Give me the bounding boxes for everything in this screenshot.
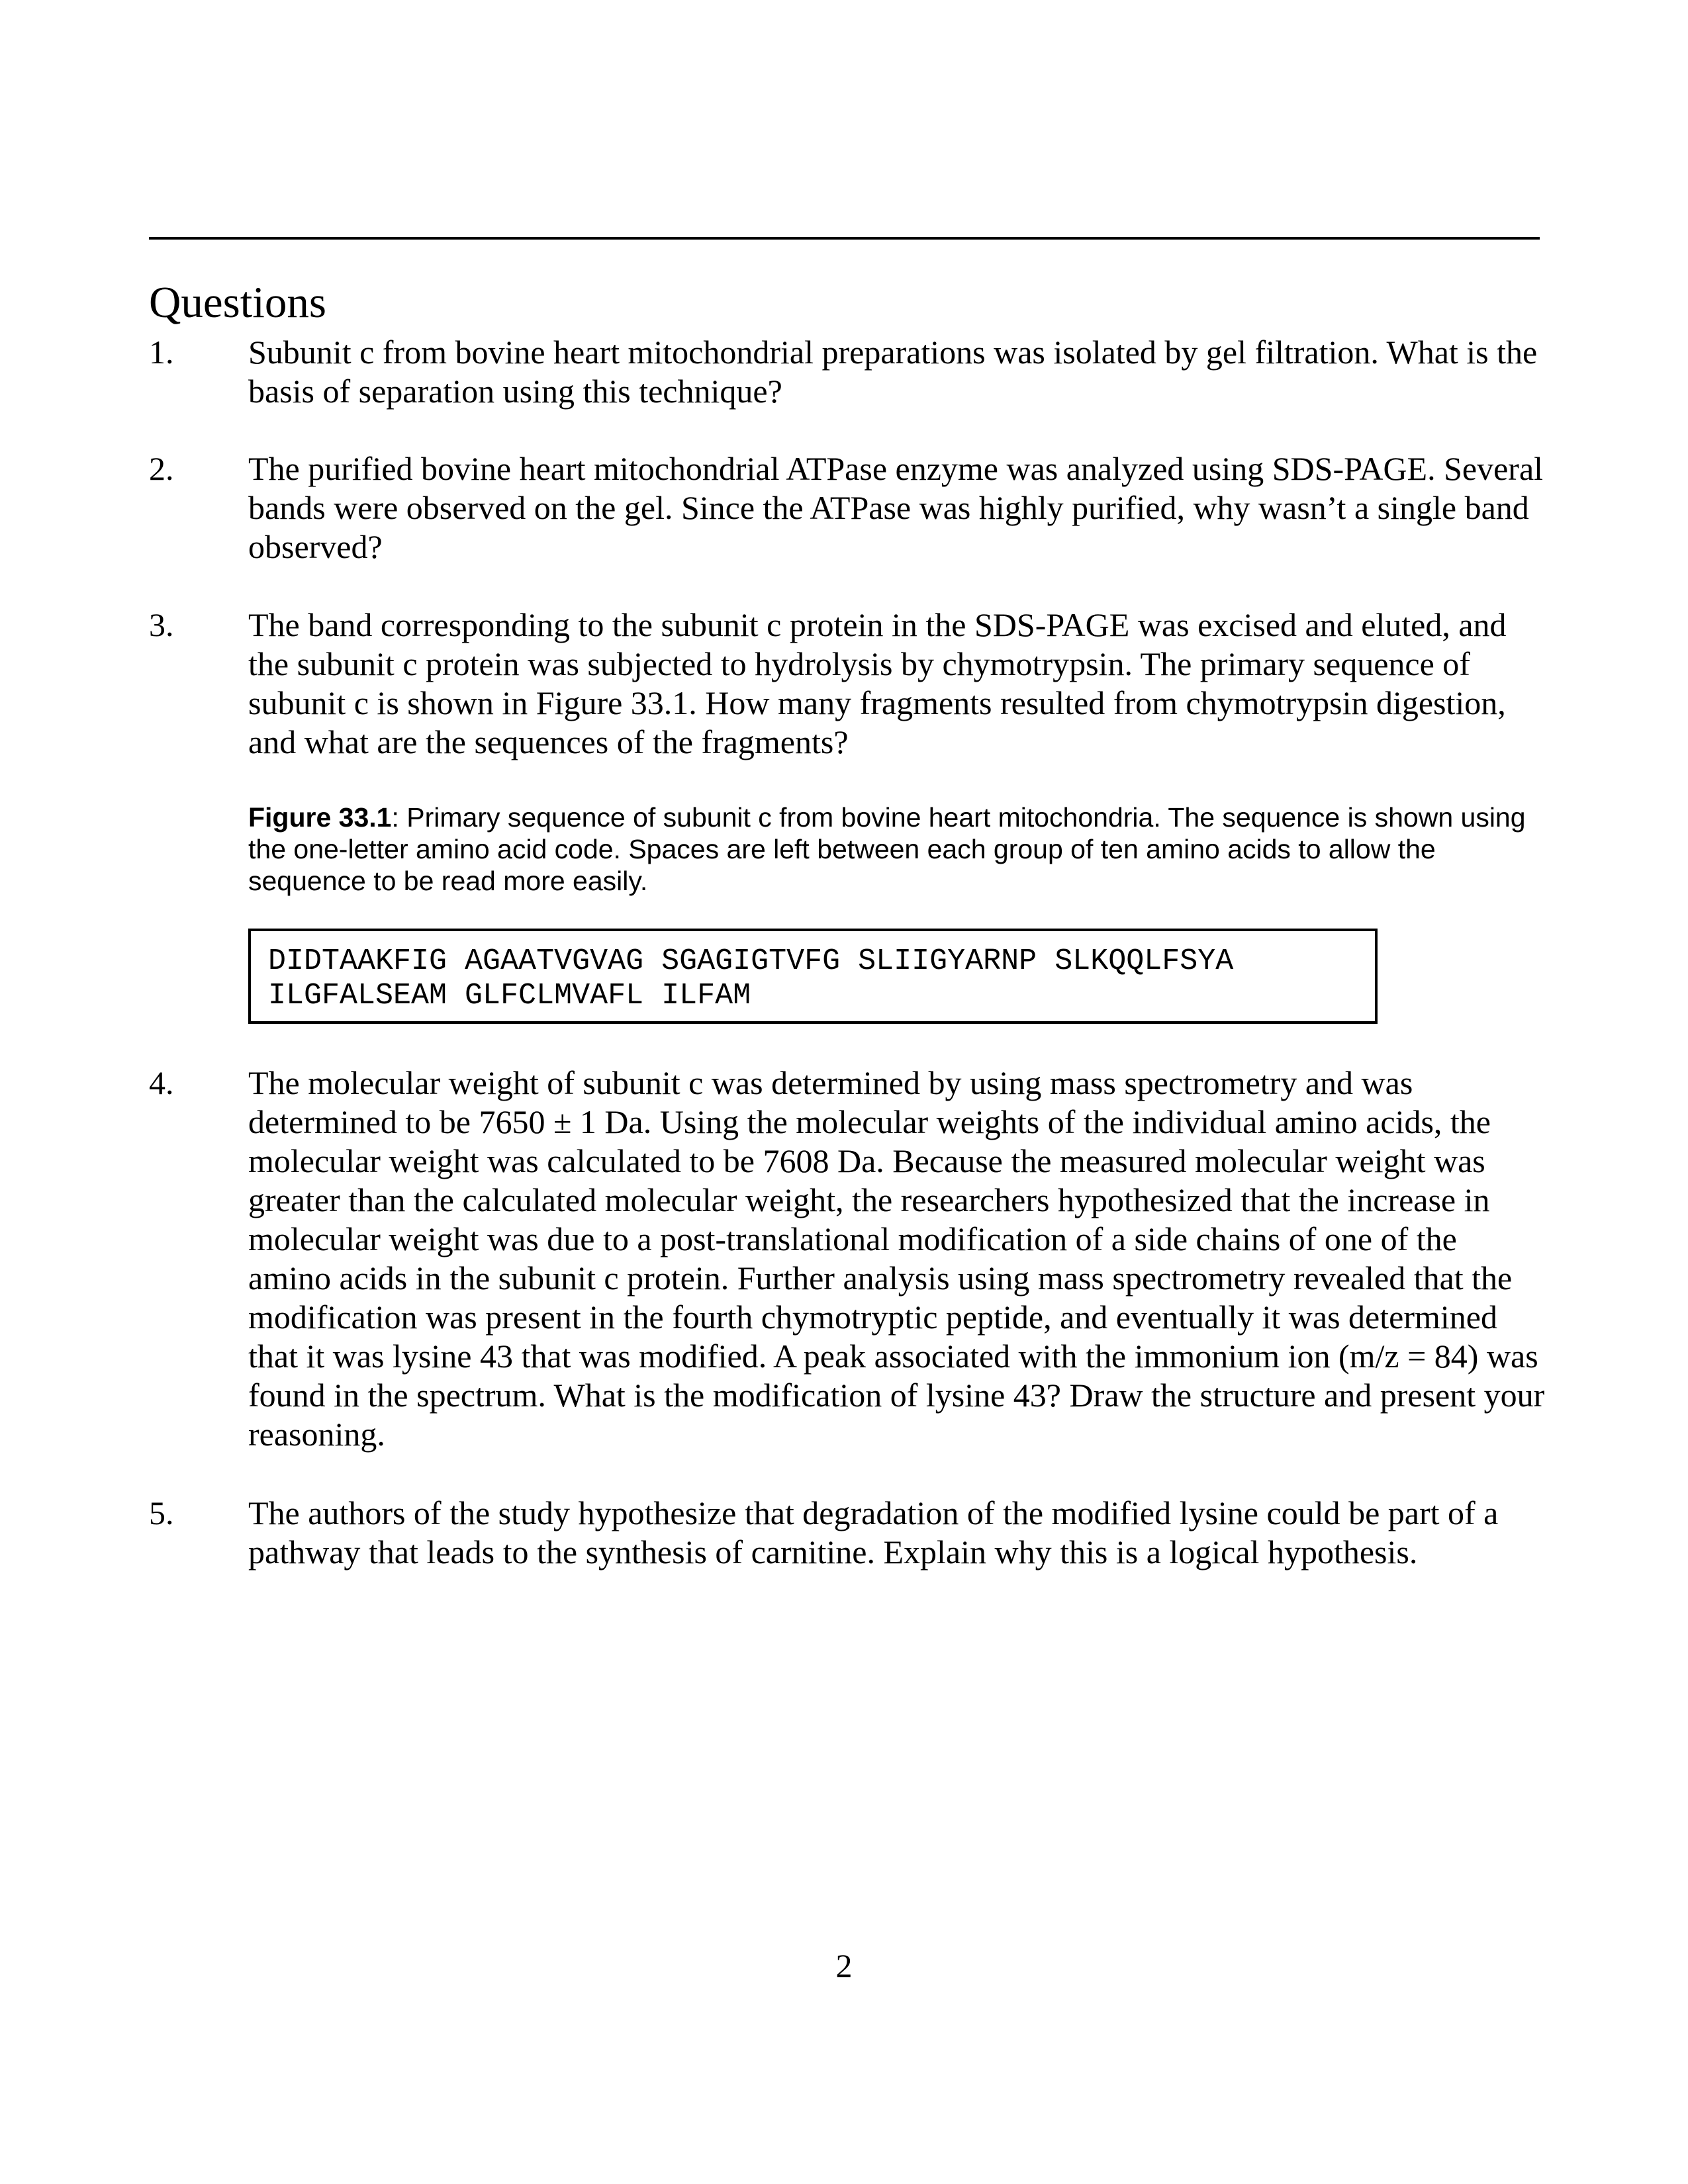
question-number: 5. <box>149 1494 174 1531</box>
question-number: 1. <box>149 334 174 371</box>
question-text: The purified bovine heart mitochondrial ATPase enzyme was analyzed using SDS-PAGE. Several bands were observed on the gel. Since the ATPase was highly purified, why wasn’t a single band observed? <box>248 450 1544 565</box>
question-text: The authors of the study hypothesize that degradation of the modified lysine could be part of a pathway that leads to the synthesis of carnitine. Explain why this is a logical hypothesis. <box>248 1494 1499 1570</box>
figure-caption-text: : Primary sequence of subunit c from bovine heart mitochondria. The sequence is shown using the one-letter amino acid code. Spaces are left between each group of ten amino acids to allow the sequence to be read more easily. <box>248 802 1526 896</box>
section-heading: Questions <box>149 278 326 327</box>
sequence-line: DIDTAAKFIG AGAATVGVAG SGAGIGTVFG SLIIGYARNP SLKQQLFSYA <box>268 944 1234 978</box>
page-number: 2 <box>835 1947 853 1984</box>
question-4 <box>149 1064 1546 1454</box>
question-text: The molecular weight of subunit c was determined by using mass spectrometry and was determined to be 7650 ± 1 Da. Using the molecular weights of the individual amino acids, the molecular weight was calculated to be 7608 Da. Because the measured molecular weight was greater than the calculated molecular weight, the researchers hypothesized that the increase in molecular weight was due to a post-translational modification of a side chains of one of the amino acids in the subunit c protein. Further analysis using mass spectrometry revealed that the modification was present in the fourth chymotryptic peptide, and eventually it was determined that it was lysine 43 that was modified. A peak associated with the immonium ion (m/z = 84) was found in the spectrum. What is the modification of lysine 43? Draw the structure and present your reasoning. <box>248 1064 1545 1453</box>
question-1 <box>149 333 1546 411</box>
question-3 <box>149 606 1546 762</box>
sequence-line: ILGFALSEAM GLFCLMVAFL ILFAM <box>268 979 751 1013</box>
question-number: 3. <box>149 606 174 643</box>
header-rule <box>149 237 1540 240</box>
sequence-box <box>248 929 1378 1024</box>
figure-label: Figure 33.1 <box>248 802 392 833</box>
question-2 <box>149 449 1546 567</box>
question-number: 4. <box>149 1064 174 1101</box>
figure-caption <box>248 801 1546 897</box>
question-text: The band corresponding to the subunit c protein in the SDS-PAGE was excised and eluted, and the subunit c protein was subjected to hydrolysis by chymotrypsin. The primary sequence of subunit c is shown in Figure 33.1. How many fragments resulted from chymotrypsin digestion, and what are the sequences of the fragments? <box>248 606 1507 760</box>
question-5 <box>149 1494 1546 1572</box>
question-number: 2. <box>149 450 174 487</box>
question-text: Subunit c from bovine heart mitochondrial preparations was isolated by gel filtration. What is the basis of separation using this technique? <box>248 334 1538 410</box>
